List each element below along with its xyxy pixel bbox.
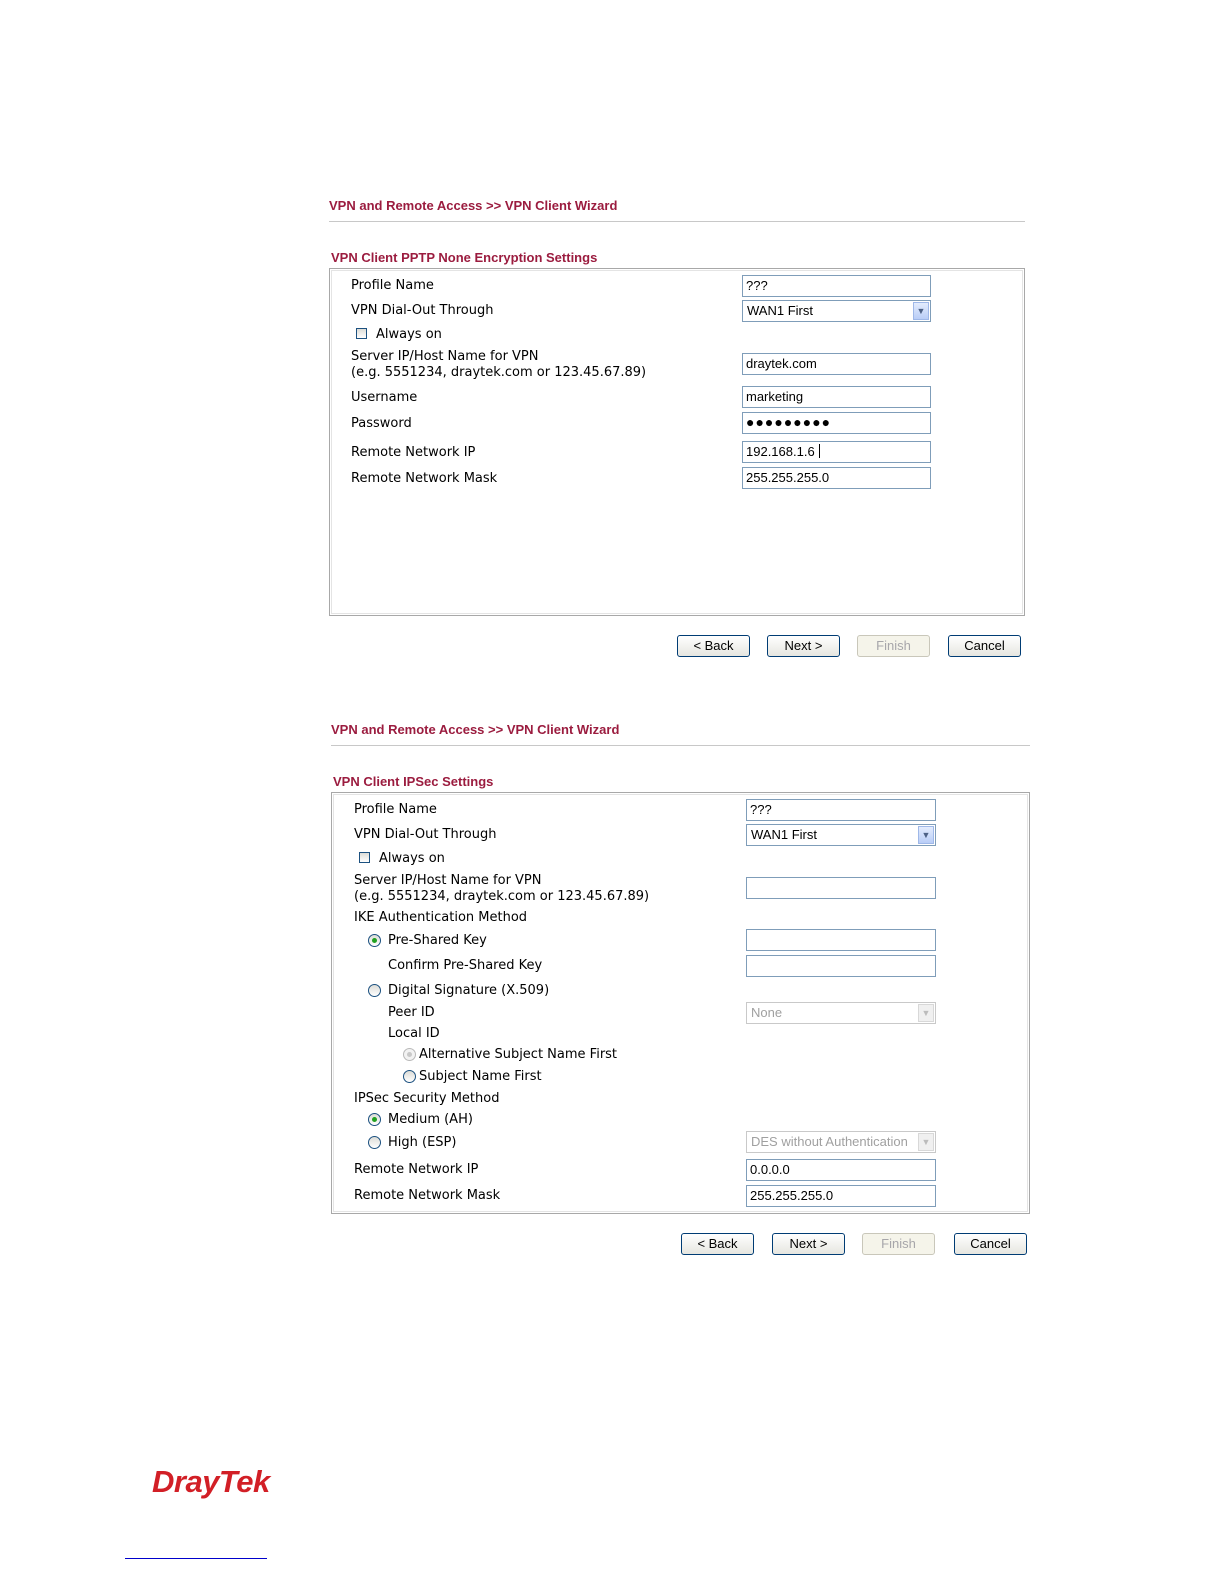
password-label: Password: [351, 416, 412, 431]
remote-mask-label: Remote Network Mask: [354, 1188, 501, 1203]
always-on-checkbox[interactable]: [356, 328, 367, 339]
psk-radio[interactable]: [368, 934, 381, 947]
section-title: VPN Client PPTP None Encryption Settings: [331, 250, 598, 265]
server-label: Server IP/Host Name for VPN: [351, 349, 539, 364]
next-button[interactable]: Next >: [767, 635, 840, 657]
profile-name-label: Profile Name: [354, 802, 437, 817]
section-title: VPN Client IPSec Settings: [333, 774, 494, 789]
high-esp-label: High (ESP): [388, 1135, 457, 1150]
always-on-checkbox[interactable]: [359, 852, 370, 863]
next-button[interactable]: Next >: [772, 1233, 845, 1255]
peer-id-select[interactable]: [746, 1002, 936, 1024]
profile-name-input[interactable]: ???: [742, 275, 931, 297]
psk-label: Pre-Shared Key: [388, 933, 487, 948]
always-on-label: Always on: [376, 327, 442, 342]
draytek-logo: DrayTek: [152, 1464, 270, 1499]
ipsec-method-label: IPSec Security Method: [354, 1091, 500, 1106]
username-input[interactable]: marketing: [742, 386, 931, 408]
high-esp-radio[interactable]: [368, 1136, 381, 1149]
finish-button[interactable]: Finish: [862, 1233, 935, 1255]
confirm-psk-input[interactable]: [746, 955, 936, 977]
profile-name-label: Profile Name: [351, 278, 434, 293]
username-label: Username: [351, 390, 418, 405]
confirm-psk-label: Confirm Pre-Shared Key: [388, 958, 543, 973]
medium-ah-label: Medium (AH): [388, 1112, 473, 1127]
subject-name-label: Subject Name First: [419, 1069, 542, 1084]
server-input[interactable]: [746, 877, 936, 899]
dialout-label: VPN Dial-Out Through: [351, 303, 494, 318]
chevron-down-icon[interactable]: ▼: [913, 302, 929, 320]
esp-select[interactable]: [746, 1131, 936, 1153]
finish-button[interactable]: Finish: [857, 635, 930, 657]
dialout-select[interactable]: [742, 300, 931, 322]
dialout-select-value: WAN1 First: [751, 827, 817, 842]
server-hint: (e.g. 5551234, draytek.com or 123.45.67.89): [354, 889, 650, 904]
footer-rule: [125, 1558, 267, 1559]
dialout-label: VPN Dial-Out Through: [354, 827, 497, 842]
password-input[interactable]: ●●●●●●●●●: [742, 412, 931, 434]
dialout-select-value: WAN1 First: [747, 303, 813, 318]
medium-ah-radio[interactable]: [368, 1113, 381, 1126]
divider: [331, 745, 1030, 746]
cancel-button[interactable]: Cancel: [954, 1233, 1027, 1255]
dialout-select[interactable]: [746, 824, 936, 846]
server-input[interactable]: draytek.com: [742, 353, 931, 375]
back-button[interactable]: < Back: [677, 635, 750, 657]
chevron-down-icon: ▼: [918, 1133, 934, 1151]
psk-input[interactable]: [746, 929, 936, 951]
breadcrumb: VPN and Remote Access >> VPN Client Wizard: [329, 198, 618, 213]
server-label: Server IP/Host Name for VPN: [354, 873, 542, 888]
chevron-down-icon[interactable]: ▼: [918, 826, 934, 844]
breadcrumb: VPN and Remote Access >> VPN Client Wizard: [331, 722, 620, 737]
remote-ip-input[interactable]: [742, 441, 931, 463]
divider: [329, 221, 1025, 222]
remote-mask-label: Remote Network Mask: [351, 471, 498, 486]
remote-ip-label: Remote Network IP: [354, 1162, 479, 1177]
profile-name-input[interactable]: ???: [746, 799, 936, 821]
cancel-button[interactable]: Cancel: [948, 635, 1021, 657]
esp-select-value: DES without Authentication: [751, 1134, 908, 1149]
ike-method-label: IKE Authentication Method: [354, 910, 528, 925]
digital-signature-label: Digital Signature (X.509): [388, 983, 550, 998]
digital-signature-radio[interactable]: [368, 984, 381, 997]
alt-subject-label: Alternative Subject Name First: [419, 1047, 618, 1062]
chevron-down-icon: ▼: [918, 1004, 934, 1022]
always-on-label: Always on: [379, 851, 445, 866]
back-button[interactable]: < Back: [681, 1233, 754, 1255]
remote-ip-value: 192.168.1.6: [746, 444, 815, 459]
local-id-label: Local ID: [388, 1026, 440, 1041]
remote-mask-input[interactable]: 255.255.255.0: [746, 1185, 936, 1207]
subject-name-radio[interactable]: [403, 1070, 416, 1083]
alt-subject-radio[interactable]: [403, 1048, 416, 1061]
peer-id-label: Peer ID: [388, 1005, 435, 1020]
text-cursor: [819, 444, 820, 458]
server-hint: (e.g. 5551234, draytek.com or 123.45.67.89): [351, 365, 647, 380]
remote-ip-label: Remote Network IP: [351, 445, 476, 460]
remote-mask-input[interactable]: 255.255.255.0: [742, 467, 931, 489]
remote-ip-input[interactable]: 0.0.0.0: [746, 1159, 936, 1181]
peer-id-select-value: None: [751, 1005, 783, 1020]
